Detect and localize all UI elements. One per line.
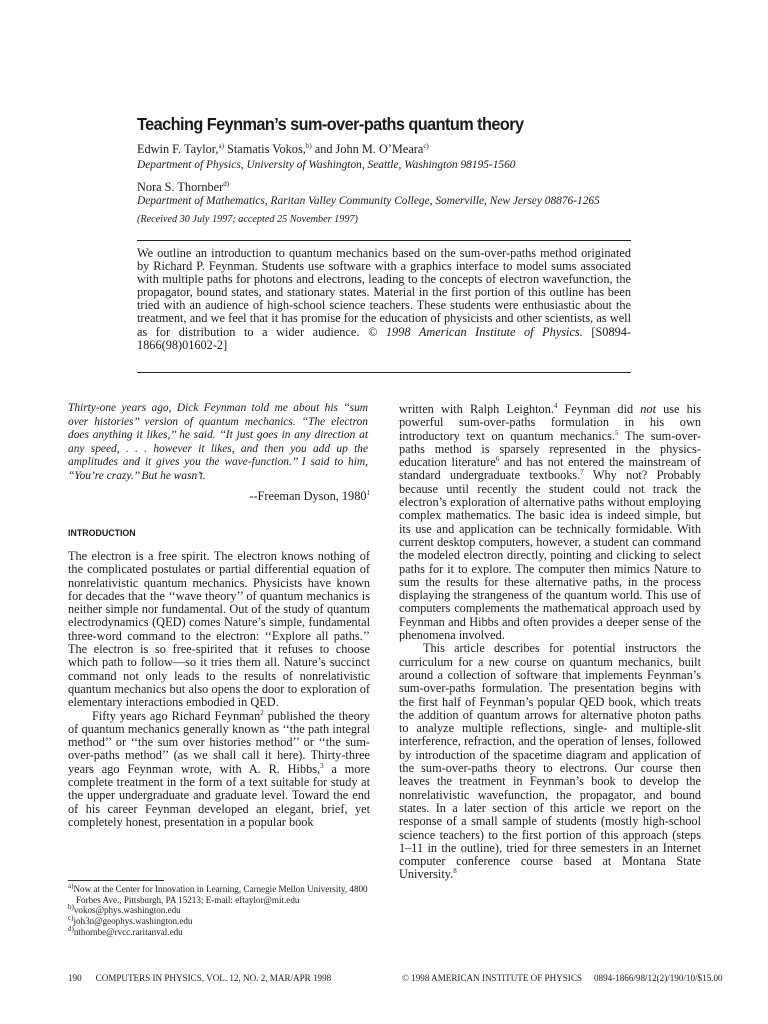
- author-omeara: and John M. O’Meara: [311, 142, 424, 156]
- footnote-mark: d): [223, 179, 230, 188]
- author-line: [137, 142, 429, 157]
- footnote-mark: 1: [366, 488, 370, 497]
- paragraph: written with Ralph Leighton.$^4$ Feynman did not use his powerful sum-over-paths formulation in his own introductory text on quantum mechanics.$^5$ The sum-over-paths method is sparsely represented in the physics-education literature$^6$ and has not entered the mainstream of standard undergraduate textbooks.$^7$ Why not? Probably because until recently the student could not track the electron’s exploration of alternative paths without employing complex mathematics. The basic idea is indeed simple, but its use and application can be technically formidable. With current desktop computers, however, a student can command the modeled electron directly, pointing and clicking to select paths for it to explore. The computer then mimics Nature to sum the results for these alternative paths, in the process displaying the strangeness of the quantum world. This use of computers complements the mathematical approach used by Feynman and Hibbs and often provides a deeper sense of the phenomena involved.: [399, 401, 701, 643]
- abstract: [137, 247, 631, 352]
- affiliation-washington: Department of Physics, University of Washington, Seattle, Washington 98195-1560: [137, 159, 516, 171]
- author-vokos: Stamatis Vokos,: [223, 142, 306, 156]
- footnote-b: $^{b)}$vokos@phys.washington.edu: [68, 903, 181, 916]
- received-dates: (Received 30 July 1997; accepted 25 November 1997): [137, 214, 358, 225]
- paragraph: Fifty years ago Richard Feynman$^2$ published the theory of quantum mechanics generally known as ‘‘the path integral method’’ or ‘‘the sum over histories method’’ or ‘‘the sum-over-paths method’’ (as we shall call it here). Thirty-three years ago Feynman wrote, with A. R. Hibbs,$^3$ a more complete treatment in the form of a text suitable for study at the upper undergraduate and graduate level. Toward the end of his career Feynman developed an elegant, brief, yet completely honest, presentation in a popular book: [68, 708, 370, 829]
- author-taylor: Edwin F. Taylor,: [137, 142, 219, 156]
- footnote-mark: 4: [553, 401, 558, 410]
- journal-citation: COMPUTERS IN PHYSICS, VOL. 12, NO. 2, MAR/APR 1998: [95, 973, 332, 983]
- abstract-top-rule: [137, 240, 631, 241]
- footer-code: 0894-1866/98/12(2)/190/10/$15.00: [593, 973, 723, 983]
- abstract-bottom-rule: [137, 372, 631, 373]
- footnote-d: $^{d)}$nthornbe@rvcc.raritanval.edu: [68, 924, 183, 937]
- right-column: [399, 403, 701, 882]
- footnote-a: $^{a)}$Now at the Center for Innovation in Learning, Carnegie Mellon University, 4800 Forbes Ave., Pittsburgh, PA 15213; E-mail: eftaylor@mit.edu: [68, 881, 368, 905]
- page-footer-left: [68, 973, 331, 983]
- footer-copyright: © 1998 AMERICAN INSTITUTE OF PHYSICS: [402, 973, 582, 983]
- section-heading: INTRODUCTION: [68, 528, 136, 539]
- page-footer-right: [402, 973, 723, 983]
- footnote-mark: 2: [260, 708, 264, 717]
- epigraph-quote: Thirty-one years ago, Dick Feynman told me about his ‘‘sum over histories’’ version of quantum mechanics. ‘‘The electron does anything it likes,’’ he said. ‘‘It just goes in any direction at any speed, . . . however it likes, and then you add up the amplitudes and it gives you the wave-function.’’ I said to him, ‘‘You’re crazy.’’ But he wasn’t.: [68, 402, 368, 482]
- abstract-text: We outline an introduction to quantum mechanics based on the sum-over-paths method originated by Richard P. Feynman. Students use software with a graphics interface to model sums associated with multiple paths for photons and electrons, leading to the concepts of electron wavefunction, the propagator, bound states, and stationary states. Material in the first portion of this outline has been tried with an audience of high-school science teachers. These students were enthusiastic about the treatment, and we feel that it has promise for the education of physicists and other scientists, as well as for distribution to a wider audience.: [137, 246, 631, 339]
- footnote-mark: 8: [453, 867, 457, 876]
- footnote-mark: 7: [580, 468, 584, 477]
- abstract-code: [S0894-1866(98)01602-2]: [137, 324, 631, 352]
- paragraph: This article describes for potential instructors the curriculum for a new course on quantum mechanics, built around a collection of software that implements Feynman’s sum-over-paths formulation. The presentation begins with the first half of Feynman’s popular QED book, which treats the addition of quantum arrows for alternative photon paths to analyze multiple reflections, single- and multiple-slit interference, refraction, and the operation of lenses, followed by introduction of the spacetime diagram and application of the sum-over-paths theory to electrons. Our course then leaves the treatment in Feynman’s book to develop the nonrelativistic wavefunction, the propagator, and bound states. In a later section of this article we report on the response of a small sample of students (mostly high-school science teachers) to the first portion of this approach (steps 1–11 in the outline), tried for three semesters in an Internet computer conference course based at Montana State University.$^8$: [399, 641, 701, 882]
- author-line-2: [137, 180, 229, 195]
- footnote-mark: 3: [320, 761, 324, 770]
- abstract-copyright: © 1998 American Institute of Physics.: [367, 324, 583, 339]
- footnote-mark: a): [218, 141, 224, 150]
- footnote-rule: [68, 880, 164, 881]
- footnote-mark: 5: [615, 428, 619, 437]
- footnote-mark: b): [305, 141, 312, 150]
- left-column: [68, 550, 370, 829]
- footnotes: [68, 881, 372, 938]
- author-thornber: Nora S. Thornber: [137, 180, 224, 194]
- epigraph-attribution: --Freeman Dyson, 1980$^1$: [249, 488, 370, 503]
- footnote-mark: 6: [495, 455, 500, 464]
- article-title: Teaching Feynman’s sum-over-paths quantum theory: [137, 114, 524, 134]
- affiliation-raritan: Department of Mathematics, Raritan Valley Community College, Somerville, New Jersey 08876-1265: [137, 195, 600, 207]
- paragraph: The electron is a free spirit. The electron knows nothing of the complicated postulates or partial differential equation of nonrelativistic quantum mechanics. Physicists have known for decades that the ‘‘wave theory’’ of quantum mechanics is neither simple nor fundamental. Out of the study of quantum electrodynamics (QED) comes Nature’s simple, fundamental three-word command to the electron: ‘‘Explore all paths.’’ The electron is so free-spirited that it refuses to choose which path to follow—so it tries them all. Nature’s succinct command not only leads to the results of nonrelativistic quantum mechanics but also opens the door to exploration of elementary interactions embodied in QED.: [68, 549, 370, 710]
- page-number: 190: [68, 973, 82, 983]
- footnote-c: $^{c)}$joh3n@geophys.washington.edu: [68, 914, 193, 927]
- footnote-mark: c): [423, 141, 429, 150]
